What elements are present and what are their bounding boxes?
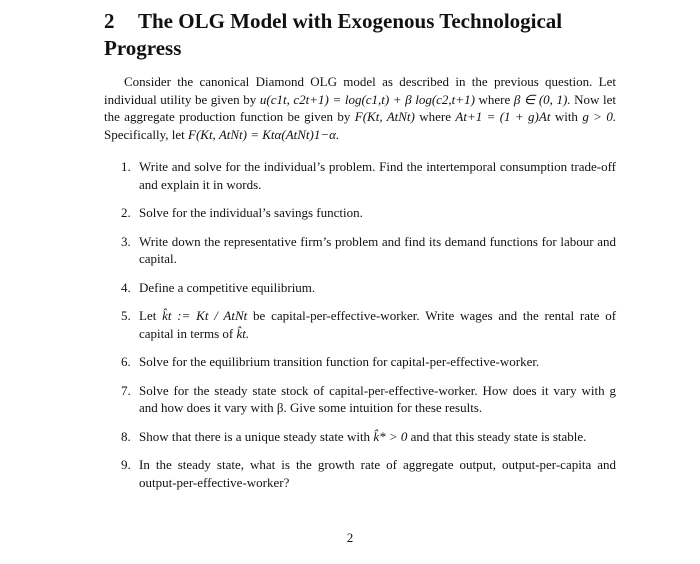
question-item [104, 428, 616, 446]
intro-text-1: Consider the canonical Diamond OLG model as described in the previous question. Let individual utility be given by [104, 74, 616, 107]
question-text: Solve for the equilibrium transition function for capital-per-effective-worker. [139, 354, 540, 369]
question-text: Write and solve for the individual’s problem. Find the intertemporal consumption trade-off and explain it in words. [139, 159, 616, 192]
intro-text-6: Specifically, let [104, 126, 185, 142]
question-item [104, 382, 616, 417]
utility-function: u(c1t, c2t+1) = log(c1,t) + β log(c2,t+1) [259, 91, 475, 107]
question-text-post: and that this steady state is stable. [410, 428, 587, 444]
question-number: 7. [121, 382, 131, 398]
question-text-tail: k̂t. [236, 325, 250, 341]
question-item [104, 307, 616, 342]
page-number: 2 [346, 530, 354, 545]
technology-growth: At+1 = (1 + g)At [455, 109, 551, 124]
question-item [104, 158, 616, 193]
beta-domain: β ∈ (0, 1). [513, 91, 571, 107]
question-number: 6. [121, 354, 131, 369]
question-text-pre: Show that there is a unique steady state with [139, 428, 371, 444]
section-heading [104, 8, 624, 62]
section-number: 2 [104, 9, 115, 33]
question-item [104, 456, 616, 491]
intro-text-4: where [419, 109, 452, 124]
section-title: The OLG Model with Exogenous Technological Progress [104, 9, 563, 60]
question-text: Solve for the steady state stock of capital-per-effective-worker. How does it vary with g and how does it vary with β. Give some intuition for these results. [139, 382, 616, 415]
cobb-douglas-function: F(Kt, AtNt) = Ktα(AtNt)1−α. [188, 126, 340, 142]
question-text-pre: Let [139, 308, 157, 323]
question-number: 9. [121, 457, 131, 472]
question-number: 4. [121, 279, 131, 295]
question-item [104, 233, 616, 268]
question-number: 5. [121, 308, 131, 323]
question-number: 3. [121, 233, 131, 249]
question-text: Define a competitive equilibrium. [139, 279, 316, 295]
intro-text-2: where [478, 91, 511, 107]
question-text: Write down the representative firm’s problem and find its demand functions for labour and capital. [139, 233, 616, 266]
question-item [104, 204, 616, 222]
question-item [104, 353, 616, 371]
intro-paragraph [104, 73, 616, 143]
steady-state-condition: k̂* > 0 [373, 428, 408, 444]
question-number: 8. [121, 428, 131, 444]
production-function-arg: F(Kt, AtNt) [354, 109, 415, 124]
question-number: 1. [121, 159, 131, 174]
growth-condition: g > 0. [582, 109, 617, 124]
question-item [104, 279, 616, 297]
question-text: In the steady state, what is the growth rate of aggregate output, output-per-capita and output-per-effective-worker? [139, 457, 616, 490]
intro-text-5: with [554, 109, 578, 124]
question-number: 2. [121, 205, 131, 220]
capital-per-effective-worker-definition: k̂t := Kt / AtNt [162, 308, 248, 323]
intro-text-3: Now let the aggregate production function be given by [104, 91, 617, 124]
question-text-post: be capital-per-effective-worker. Write wages and the rental rate of capital in terms of [139, 308, 617, 341]
question-text: Solve for the individual’s savings function. [139, 205, 363, 220]
question-list [104, 158, 616, 502]
